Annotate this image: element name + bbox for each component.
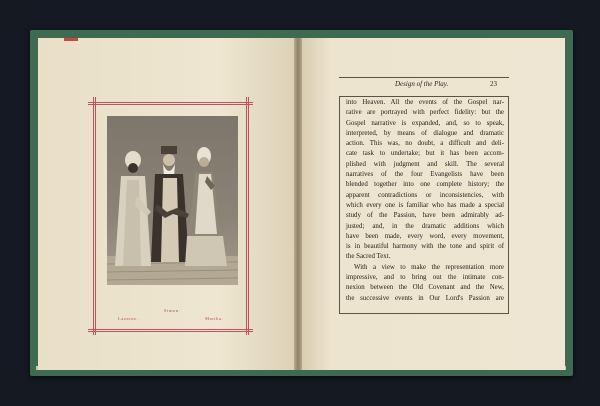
text-line: With a view to make the representation more (354, 263, 504, 271)
text-line: study of the Passion, have been admirably ad- (346, 212, 504, 220)
text-line: have been made, every word, every movement, (346, 232, 504, 240)
text-line: justed; and, in the dramatic additions which (346, 222, 504, 230)
book-gutter (294, 38, 302, 370)
body-text (346, 98, 504, 304)
caption-lazarus: Lazarus. (118, 316, 139, 321)
plate-frame-top (88, 102, 253, 103)
running-head: Design of the Play. (395, 80, 449, 88)
text-line: the Sacred Text. (346, 253, 391, 261)
ribbon-bookmark (64, 38, 78, 41)
text-line: interpreted, by means of dialogue and dramatic (346, 129, 504, 137)
caption-martha: Martha. (205, 316, 224, 321)
text-line: nexion between the Old Covenant and the New, (346, 284, 504, 292)
text-line: narratives of the four Evangelists have been (346, 171, 504, 179)
plate-frame-left (93, 97, 94, 335)
text-line: which every one is familiar who has made a special (346, 201, 504, 209)
header-rule-top (339, 77, 509, 78)
plate-frame-top-inner (88, 104, 253, 105)
text-line: is in beautiful harmony with the tone and spirit of (346, 243, 504, 251)
plate-frame-left-inner (95, 97, 96, 335)
text-line: rative are portrayed with perfect fidelity: but the (346, 109, 504, 117)
text-line: impressive, and to bring out the intimate con- (346, 274, 504, 282)
text-line: apparent contradictions or inconsistencies, with (346, 191, 504, 199)
text-line: the successive events in Our Lord's Passion are (346, 294, 504, 302)
text-line: action. This was, no doubt, a difficult and deli- (346, 140, 504, 148)
page-number: 23 (490, 80, 497, 88)
plate-frame-right (246, 97, 247, 335)
plate-frame-bottom (88, 329, 253, 330)
text-line: cate task to undertake; but it has been accom- (346, 150, 504, 158)
photograph-image (107, 116, 238, 285)
text-line: plished with judgment and skill. The several (346, 160, 504, 168)
plate-frame-right-inner (248, 97, 249, 335)
photograph-plate (107, 116, 238, 285)
text-line: into Heaven. All the events of the Gospel nar- (346, 99, 504, 106)
text-line: blended together into one complete history; the (346, 181, 504, 189)
caption-simon: Simon. (164, 308, 181, 313)
text-line: Gospel narrative is expanded, and, so to speak, (346, 119, 504, 127)
plate-frame-bottom-inner (88, 331, 253, 332)
